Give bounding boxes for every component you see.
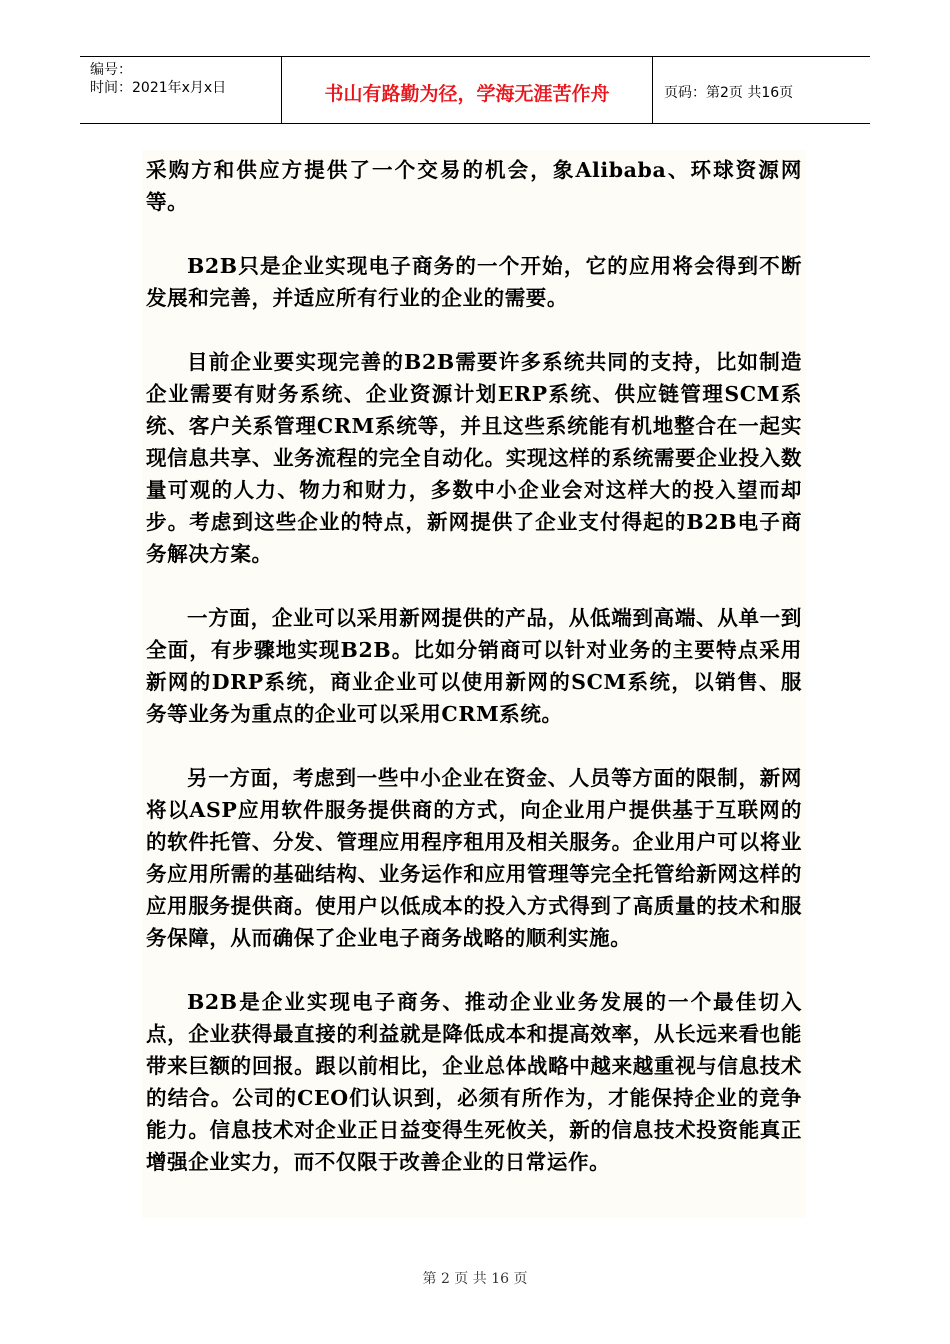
paragraph: 采购方和供应方提供了一个交易的机会，象Alibaba、环球资源网等。 (146, 158, 802, 214)
header-divider (652, 57, 653, 123)
document-body (142, 150, 806, 1218)
paragraph: B2B只是企业实现电子商务的一个开始，它的应用将会得到不断发展和完善，并适应所有行业的企业的需要。 (146, 254, 802, 310)
header-motto: 书山有路勤为径，学海无涯苦作舟 (324, 83, 610, 105)
paragraph: 一方面，企业可以采用新网提供的产品，从低端到高端、从单一到全面，有步骤地实现B2B。比如分销商可以针对业务的主要特点采用新网的DRP系统，商业企业可以使用新网的SCM系统，以销售、服务等业务为重点的企业可以采用CRM系统。 (146, 606, 802, 726)
serial-number-label: 编号： (90, 62, 132, 78)
header-page-info: 页码：第2页 共16页 (664, 85, 794, 101)
page-header (80, 56, 870, 124)
date-label: 时间：2021年x月x日 (90, 80, 227, 96)
page-footer: 第 2 页 共 16 页 (422, 1271, 528, 1287)
paragraph: 目前企业要实现完善的B2B需要许多系统共同的支持，比如制造企业需要有财务系统、企业资源计划ERP系统、供应链管理SCM系统、客户关系管理CRM系统等，并且这些系统能有机地整合在一起实现信息共享、业务流程的完全自动化。实现这样的系统需要企业投入数量可观的人力、物力和财力，多数中小企业会对这样大的投入望而却步。考虑到这些企业的特点，新网提供了企业支付得起的B2B电子商务解决方案。 (146, 350, 802, 566)
header-meta (90, 61, 285, 97)
paragraph: B2B是企业实现电子商务、推动企业业务发展的一个最佳切入点，企业获得最直接的利益就是降低成本和提高效率，从长远来看也能带来巨额的回报。跟以前相比，企业总体战略中越来越重视与信息技术的结合。公司的CEO们认识到，必须有所作为，才能保持企业的竞争能力。信息技术对企业正日益变得生死攸关，新的信息技术投资能真正增强企业实力，而不仅限于改善企业的日常运作。 (146, 990, 802, 1174)
paragraph: 另一方面，考虑到一些中小企业在资金、人员等方面的限制，新网将以ASP应用软件服务提供商的方式，向企业用户提供基于互联网的的软件托管、分发、管理应用程序租用及相关服务。企业用户可以将业务应用所需的基础结构、业务运作和应用管理等完全托管给新网这样的应用服务提供商。使用户以低成本的投入方式得到了高质量的技术和服务保障，从而确保了企业电子商务战略的顺利实施。 (146, 766, 802, 950)
